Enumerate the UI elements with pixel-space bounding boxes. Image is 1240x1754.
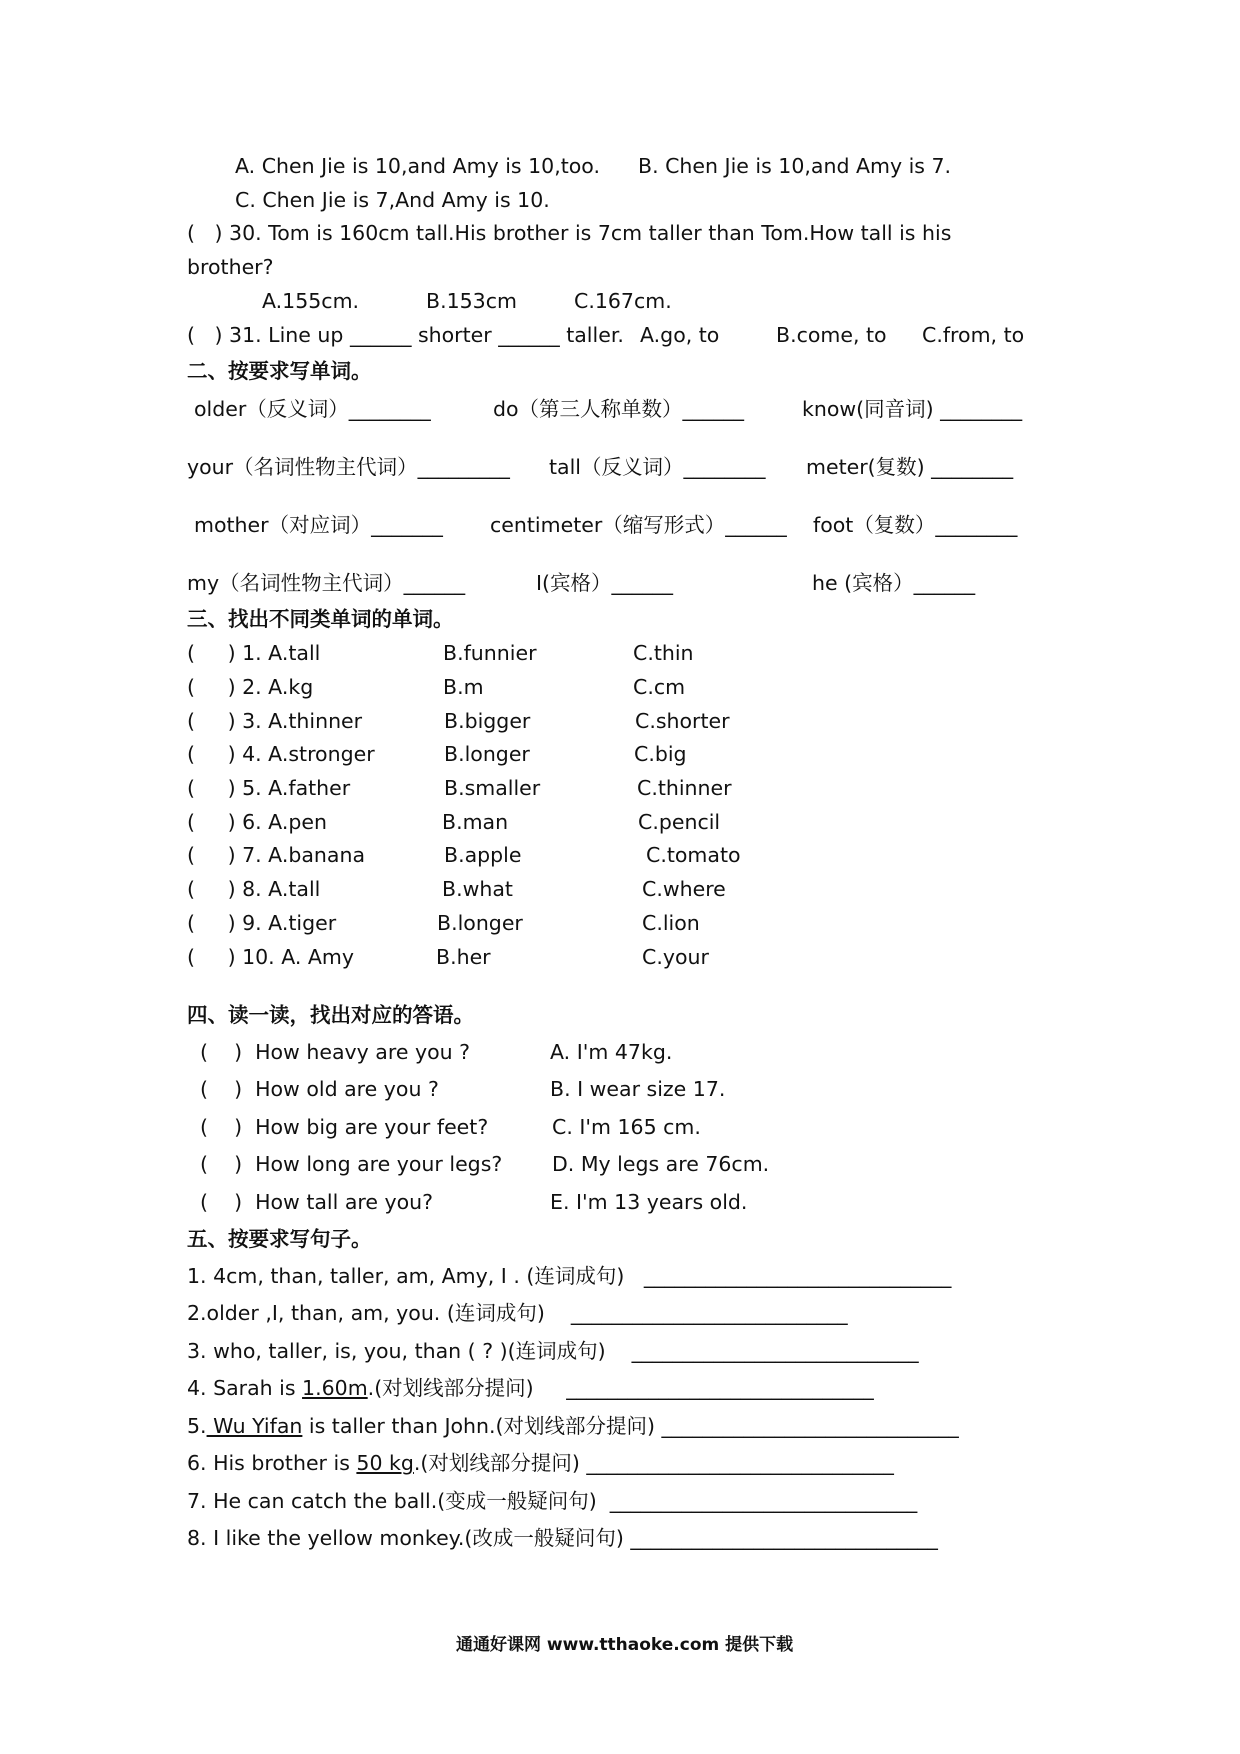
q31-option-b: B.come, to [776, 323, 887, 347]
list-item-number: ( ) 5. A.father [187, 776, 351, 800]
list-item-option-b: B.man [442, 810, 509, 834]
word-item: I(宾格）______ [536, 571, 674, 595]
sentence-text: 6. His brother is [187, 1451, 357, 1475]
list-item-option-b: B.longer [437, 911, 523, 935]
word-item: do（第三人称单数）______ [493, 397, 745, 421]
underlined-part: 50 kg [356, 1451, 414, 1475]
list-item-option-b: B.what [442, 877, 513, 901]
q31-option-a: A.go, to [640, 323, 720, 347]
list-item-option-c: C.thinner [637, 776, 732, 800]
list-item-option-c: C.big [634, 742, 687, 766]
match-question: ( ) How tall are you? [200, 1190, 434, 1214]
match-question: ( ) How old are you ? [200, 1077, 439, 1101]
list-item-number: ( ) 3. A.thinner [187, 709, 363, 733]
section5-heading: 五、按要求写句子。 [187, 1227, 372, 1251]
list-item-option-c: C.cm [633, 675, 686, 699]
q30-option-c: C.167cm. [574, 289, 672, 313]
list-item-option-c: C.where [642, 877, 726, 901]
footer-download-note: 通通好课网 www.tthaoke.com 提供下载 [456, 1635, 794, 1655]
list-item-option-b: B.bigger [444, 709, 531, 733]
q29-option-b: B. Chen Jie is 10,and Amy is 7. [638, 154, 952, 178]
q30-option-b: B.153cm [426, 289, 517, 313]
section3-heading: 三、找出不同类单词的单词。 [187, 607, 454, 631]
sentence-task: 1. 4cm, than, taller, am, Amy, I . (连词成句) ______________________________ [187, 1264, 952, 1288]
q30-stem-line2: brother? [187, 255, 274, 279]
list-item-option-b: B.longer [444, 742, 530, 766]
sentence-task: 8. I like the yellow monkey.(改成一般疑问句) ______________________________ [187, 1526, 938, 1550]
sentence-text: is taller than John.(对划线部分提问) _____________________________ [302, 1414, 959, 1438]
list-item-number: ( ) 6. A.pen [187, 810, 327, 834]
match-answer: B. I wear size 17. [550, 1077, 726, 1101]
section2-heading: 二、按要求写单词。 [187, 359, 372, 383]
list-item-option-b: B.funnier [443, 641, 537, 665]
list-item-option-c: C.your [642, 945, 709, 969]
match-answer: D. My legs are 76cm. [552, 1152, 770, 1176]
list-item-number: ( ) 1. A.tall [187, 641, 321, 665]
sentence-task: 2.older ,I, than, am, you. (连词成句) ___________________________ [187, 1301, 848, 1325]
section4-heading: 四、读一读，找出对应的答语。 [187, 1003, 474, 1027]
sentence-text: .(对划线部分提问) ______________________________ [367, 1376, 874, 1400]
q29-option-c: C. Chen Jie is 7,And Amy is 10. [235, 188, 550, 212]
match-answer: A. I'm 47kg. [550, 1040, 673, 1064]
list-item-option-b: B.smaller [444, 776, 541, 800]
sentence-text: 5. [187, 1414, 207, 1438]
list-item-number: ( ) 9. A.tiger [187, 911, 337, 935]
list-item-option-c: C.lion [642, 911, 700, 935]
word-item: he (宾格）______ [812, 571, 976, 595]
word-item: foot（复数）________ [813, 513, 1018, 537]
match-question: ( ) How heavy are you ? [200, 1040, 471, 1064]
sentence-task [187, 1413, 959, 1439]
list-item-option-c: C.shorter [635, 709, 730, 733]
word-item: my（名词性物主代词）______ [187, 571, 466, 595]
underlined-part: 1.60m [302, 1376, 368, 1400]
list-item-option-b: B.her [436, 945, 491, 969]
match-question: ( ) How long are your legs? [200, 1152, 503, 1176]
sentence-task: 3. who, taller, is, you, than ( ? )(连词成句) ____________________________ [187, 1339, 919, 1363]
match-question: ( ) How big are your feet? [200, 1115, 489, 1139]
word-item: older（反义词）________ [194, 397, 431, 421]
q31-option-c: C.from, to [922, 323, 1025, 347]
q30-stem-line1: ( ) 30. Tom is 160cm tall.His brother is 7cm taller than Tom.How tall is his [187, 221, 952, 245]
match-answer: C. I'm 165 cm. [552, 1115, 701, 1139]
list-item-number: ( ) 10. A. Amy [187, 945, 355, 969]
word-item: mother（对应词）_______ [194, 513, 443, 537]
q31-stem: ( ) 31. Line up ______ shorter ______ taller. [187, 323, 624, 347]
list-item-option-b: B.apple [444, 843, 522, 867]
q30-option-a: A.155cm. [262, 289, 360, 313]
sentence-text: 4. Sarah is [187, 1376, 303, 1400]
word-item: your（名词性物主代词）_________ [187, 455, 510, 479]
list-item-option-c: C.tomato [646, 843, 741, 867]
word-item: tall（反义词）________ [549, 455, 766, 479]
list-item-number: ( ) 8. A.tall [187, 877, 321, 901]
match-answer: E. I'm 13 years old. [550, 1190, 748, 1214]
list-item-option-c: C.pencil [638, 810, 721, 834]
underlined-part: Wu Yifan [206, 1414, 303, 1438]
sentence-task: 7. He can catch the ball.(变成一般疑问句) ______________________________ [187, 1489, 918, 1513]
word-item: meter(复数) ________ [806, 455, 1014, 479]
q29-option-a: A. Chen Jie is 10,and Amy is 10,too. [235, 154, 600, 178]
sentence-text: .(对划线部分提问) ______________________________ [413, 1451, 894, 1475]
list-item-number: ( ) 2. A.kg [187, 675, 314, 699]
list-item-number: ( ) 4. A.stronger [187, 742, 375, 766]
list-item-option-b: B.m [443, 675, 484, 699]
list-item-number: ( ) 7. A.banana [187, 843, 366, 867]
sentence-task [187, 1375, 874, 1401]
list-item-option-c: C.thin [633, 641, 694, 665]
sentence-task [187, 1450, 894, 1476]
word-item: know(同音词) ________ [802, 397, 1023, 421]
word-item: centimeter（缩写形式）______ [490, 513, 787, 537]
